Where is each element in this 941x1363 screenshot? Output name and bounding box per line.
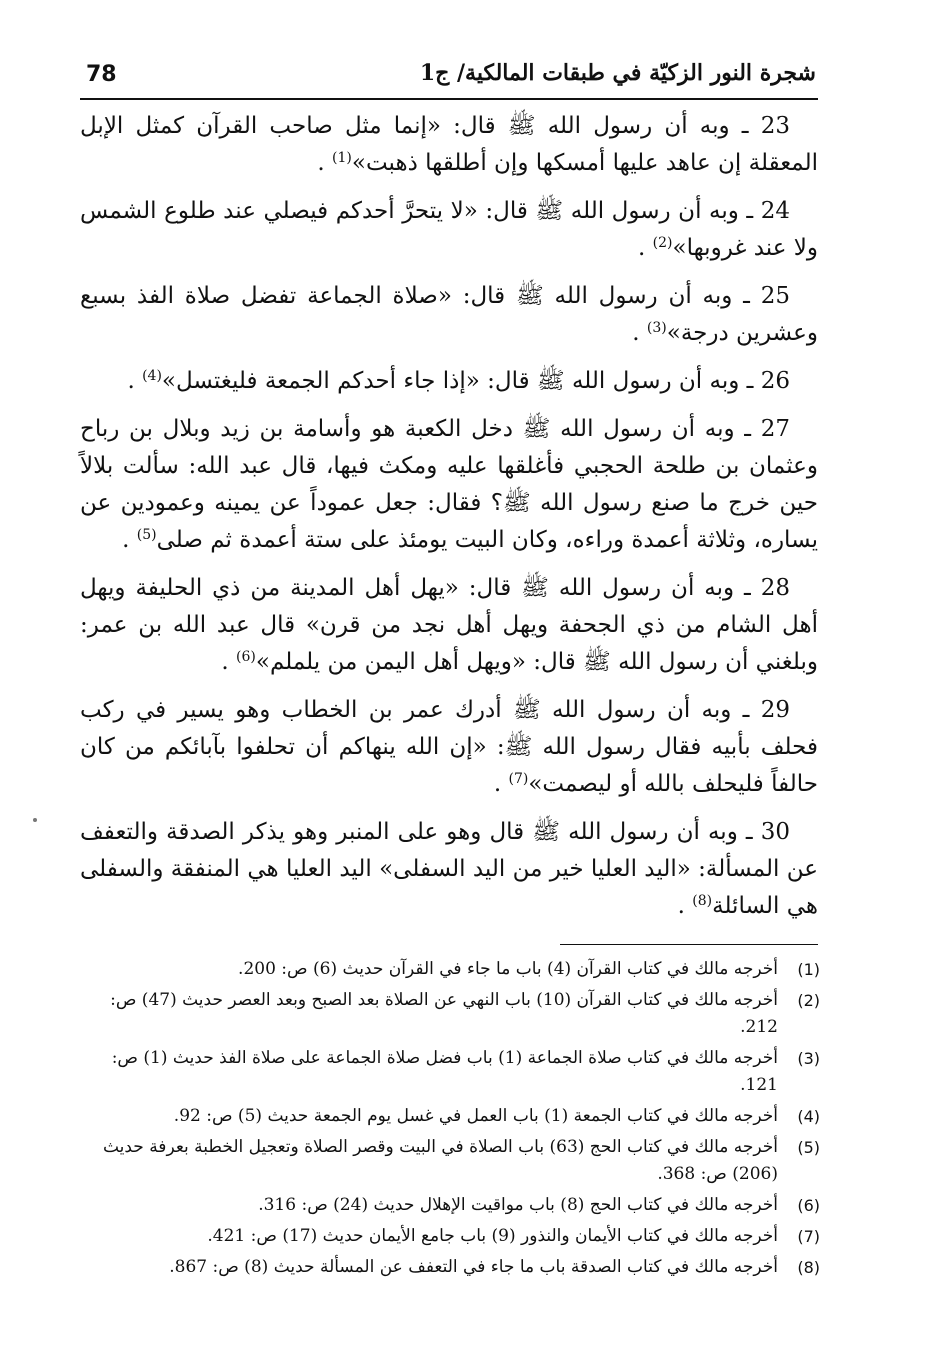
footnote (80, 1103, 820, 1130)
footnote-number: (4) (797, 1107, 820, 1126)
footnote-separator (560, 944, 818, 945)
footnote-ref: (6) (236, 649, 256, 665)
footnote-number: (1) (797, 960, 820, 979)
footnotes (80, 956, 820, 1285)
footnote-number: (2) (797, 991, 820, 1010)
footnote-ref: (2) (652, 235, 673, 251)
footnote-text: أخرجه مالك في كتاب الحج (8) باب مواقيت الإهلال حديث (24) ص: 316. (258, 1195, 778, 1215)
hadith-end: . (493, 771, 502, 797)
footnote-text: أخرجه مالك في كتاب القرآن (4) باب ما جاء في القرآن حديث (6) ص: 200. (238, 959, 778, 979)
footnote-ref: (5) (136, 527, 157, 543)
footnote (80, 1192, 820, 1219)
hadith-text: 28 ـ وبه أن رسول الله ﷺ قال: «يهل أهل المدينة من ذي الحليفة ويهل أهل الشام من ذي الجحفة ويهل أهل نجد من قرن» قال عبد الله بن عمر: وبلغني أن رسول الله ﷺ قال: «ويهل أهل اليمن من يلملم» (80, 575, 818, 675)
hadith-end: . (127, 368, 135, 394)
hadith-text: 30 ـ وبه أن رسول الله ﷺ قال وهو على المنبر وهو يذكر الصدقة والتعفف عن المسألة: «اليد العليا خير من اليد السفلى» اليد العليا هي المنفقة والسفلى هي السائلة (80, 819, 818, 919)
hadith-end: . (677, 893, 685, 919)
hadith-end: . (638, 235, 646, 261)
hadith-paragraph (80, 692, 818, 803)
hadith-text: 24 ـ وبه أن رسول الله ﷺ قال: «لا يتحرَّ أحدكم فيصلي عند طلوع الشمس ولا عند غروبها» (80, 198, 818, 261)
hadith-end: . (122, 527, 130, 553)
hadith-paragraph (80, 814, 818, 925)
page-number: 78 (86, 62, 117, 87)
margin-speck (33, 818, 37, 822)
footnote-number: (3) (797, 1049, 820, 1068)
page-header (80, 58, 818, 100)
hadith-end: . (632, 320, 640, 346)
hadith-text: 23 ـ وبه أن رسول الله ﷺ قال: «إنما مثل صاحب القرآن كمثل الإبل المعقلة إن عاهد عليها أمسكها وإن أطلقها ذهبت» (80, 113, 818, 176)
hadith-text: 27 ـ وبه أن رسول الله ﷺ دخل الكعبة هو وأسامة بن زيد وبلال بن رباح وعثمان بن طلحة الحجبي فأغلقها عليه ومكث فيها، قال عبد الله: سألت بلالاً حين خرج ما صنع رسول الله ﷺ؟ فقال: جعل عموداً عن يمينه وعمودين عن يساره، وثلاثة أعمدة وراءه، وكان البيت يومئذ على ستة أعمدة ثم صلى (80, 416, 818, 553)
footnote-text: أخرجه مالك في كتاب الأيمان والنذور (9) باب جامع الأيمان حديث (17) ص: 421. (207, 1226, 778, 1246)
footnote-text: أخرجه مالك في كتاب الحج (63) باب الصلاة في البيت وقصر الصلاة وتعجيل الخطبة بعرفة حديث (206) ص: 368. (102, 1137, 778, 1184)
hadith-text: 26 ـ وبه أن رسول الله ﷺ قال: «إذا جاء أحدكم الجمعة فليغتسل» (161, 368, 790, 394)
footnote (80, 987, 820, 1041)
hadith-paragraph (80, 193, 818, 267)
footnote (80, 1254, 820, 1281)
hadith-end: . (221, 649, 229, 675)
footnote-text: أخرجه مالك في كتاب القرآن (10) باب النهي عن الصلاة بعد الصبح وبعد العصر حديث (47) ص: 212. (110, 990, 778, 1037)
hadith-list (80, 108, 818, 936)
footnote-ref: (7) (508, 771, 529, 787)
hadith-paragraph (80, 108, 818, 182)
footnote (80, 1045, 820, 1099)
footnote-number: (8) (797, 1258, 820, 1277)
hadith-end: . (317, 150, 325, 176)
hadith-paragraph (80, 278, 818, 352)
footnote-ref: (4) (142, 368, 162, 384)
footnote (80, 1223, 820, 1250)
hadith-paragraph (80, 363, 818, 400)
hadith-paragraph (80, 411, 818, 559)
footnote-text: أخرجه مالك في كتاب الصدقة باب ما جاء في التعفف عن المسألة حديث (8) ص: 867. (169, 1257, 778, 1277)
footnote-number: (5) (797, 1138, 820, 1157)
footnote-number: (6) (797, 1196, 820, 1215)
footnote-text: أخرجه مالك في كتاب الجمعة (1) باب العمل في غسل يوم الجمعة حديث (5) ص: 92. (173, 1106, 778, 1126)
hadith-paragraph (80, 570, 818, 681)
footnote-number: (7) (797, 1227, 820, 1246)
footnote-ref: (3) (646, 320, 667, 336)
footnote-ref: (8) (692, 893, 713, 909)
footnote (80, 1134, 820, 1188)
running-head: شجرة النور الزكيّة في طبقات المالكية/ ج1 (419, 60, 816, 86)
footnote (80, 956, 820, 983)
footnote-text: أخرجه مالك في كتاب صلاة الجماعة (1) باب فضل صلاة الجماعة على صلاة الفذ حديث (1) ص: 121. (111, 1048, 778, 1095)
footnote-ref: (1) (332, 150, 352, 166)
hadith-text: 25 ـ وبه أن رسول الله ﷺ قال: «صلاة الجماعة تفضل صلاة الفذ بسبع وعشرين درجة» (80, 283, 818, 346)
hadith-text: 29 ـ وبه أن رسول الله ﷺ أدرك عمر بن الخطاب وهو يسير في ركب فحلف بأبيه فقال رسول الله ﷺ: «إن الله ينهاكم أن تحلفوا بآبائكم من كان حالفاً فليحلف بالله أو ليصمت» (80, 697, 818, 797)
